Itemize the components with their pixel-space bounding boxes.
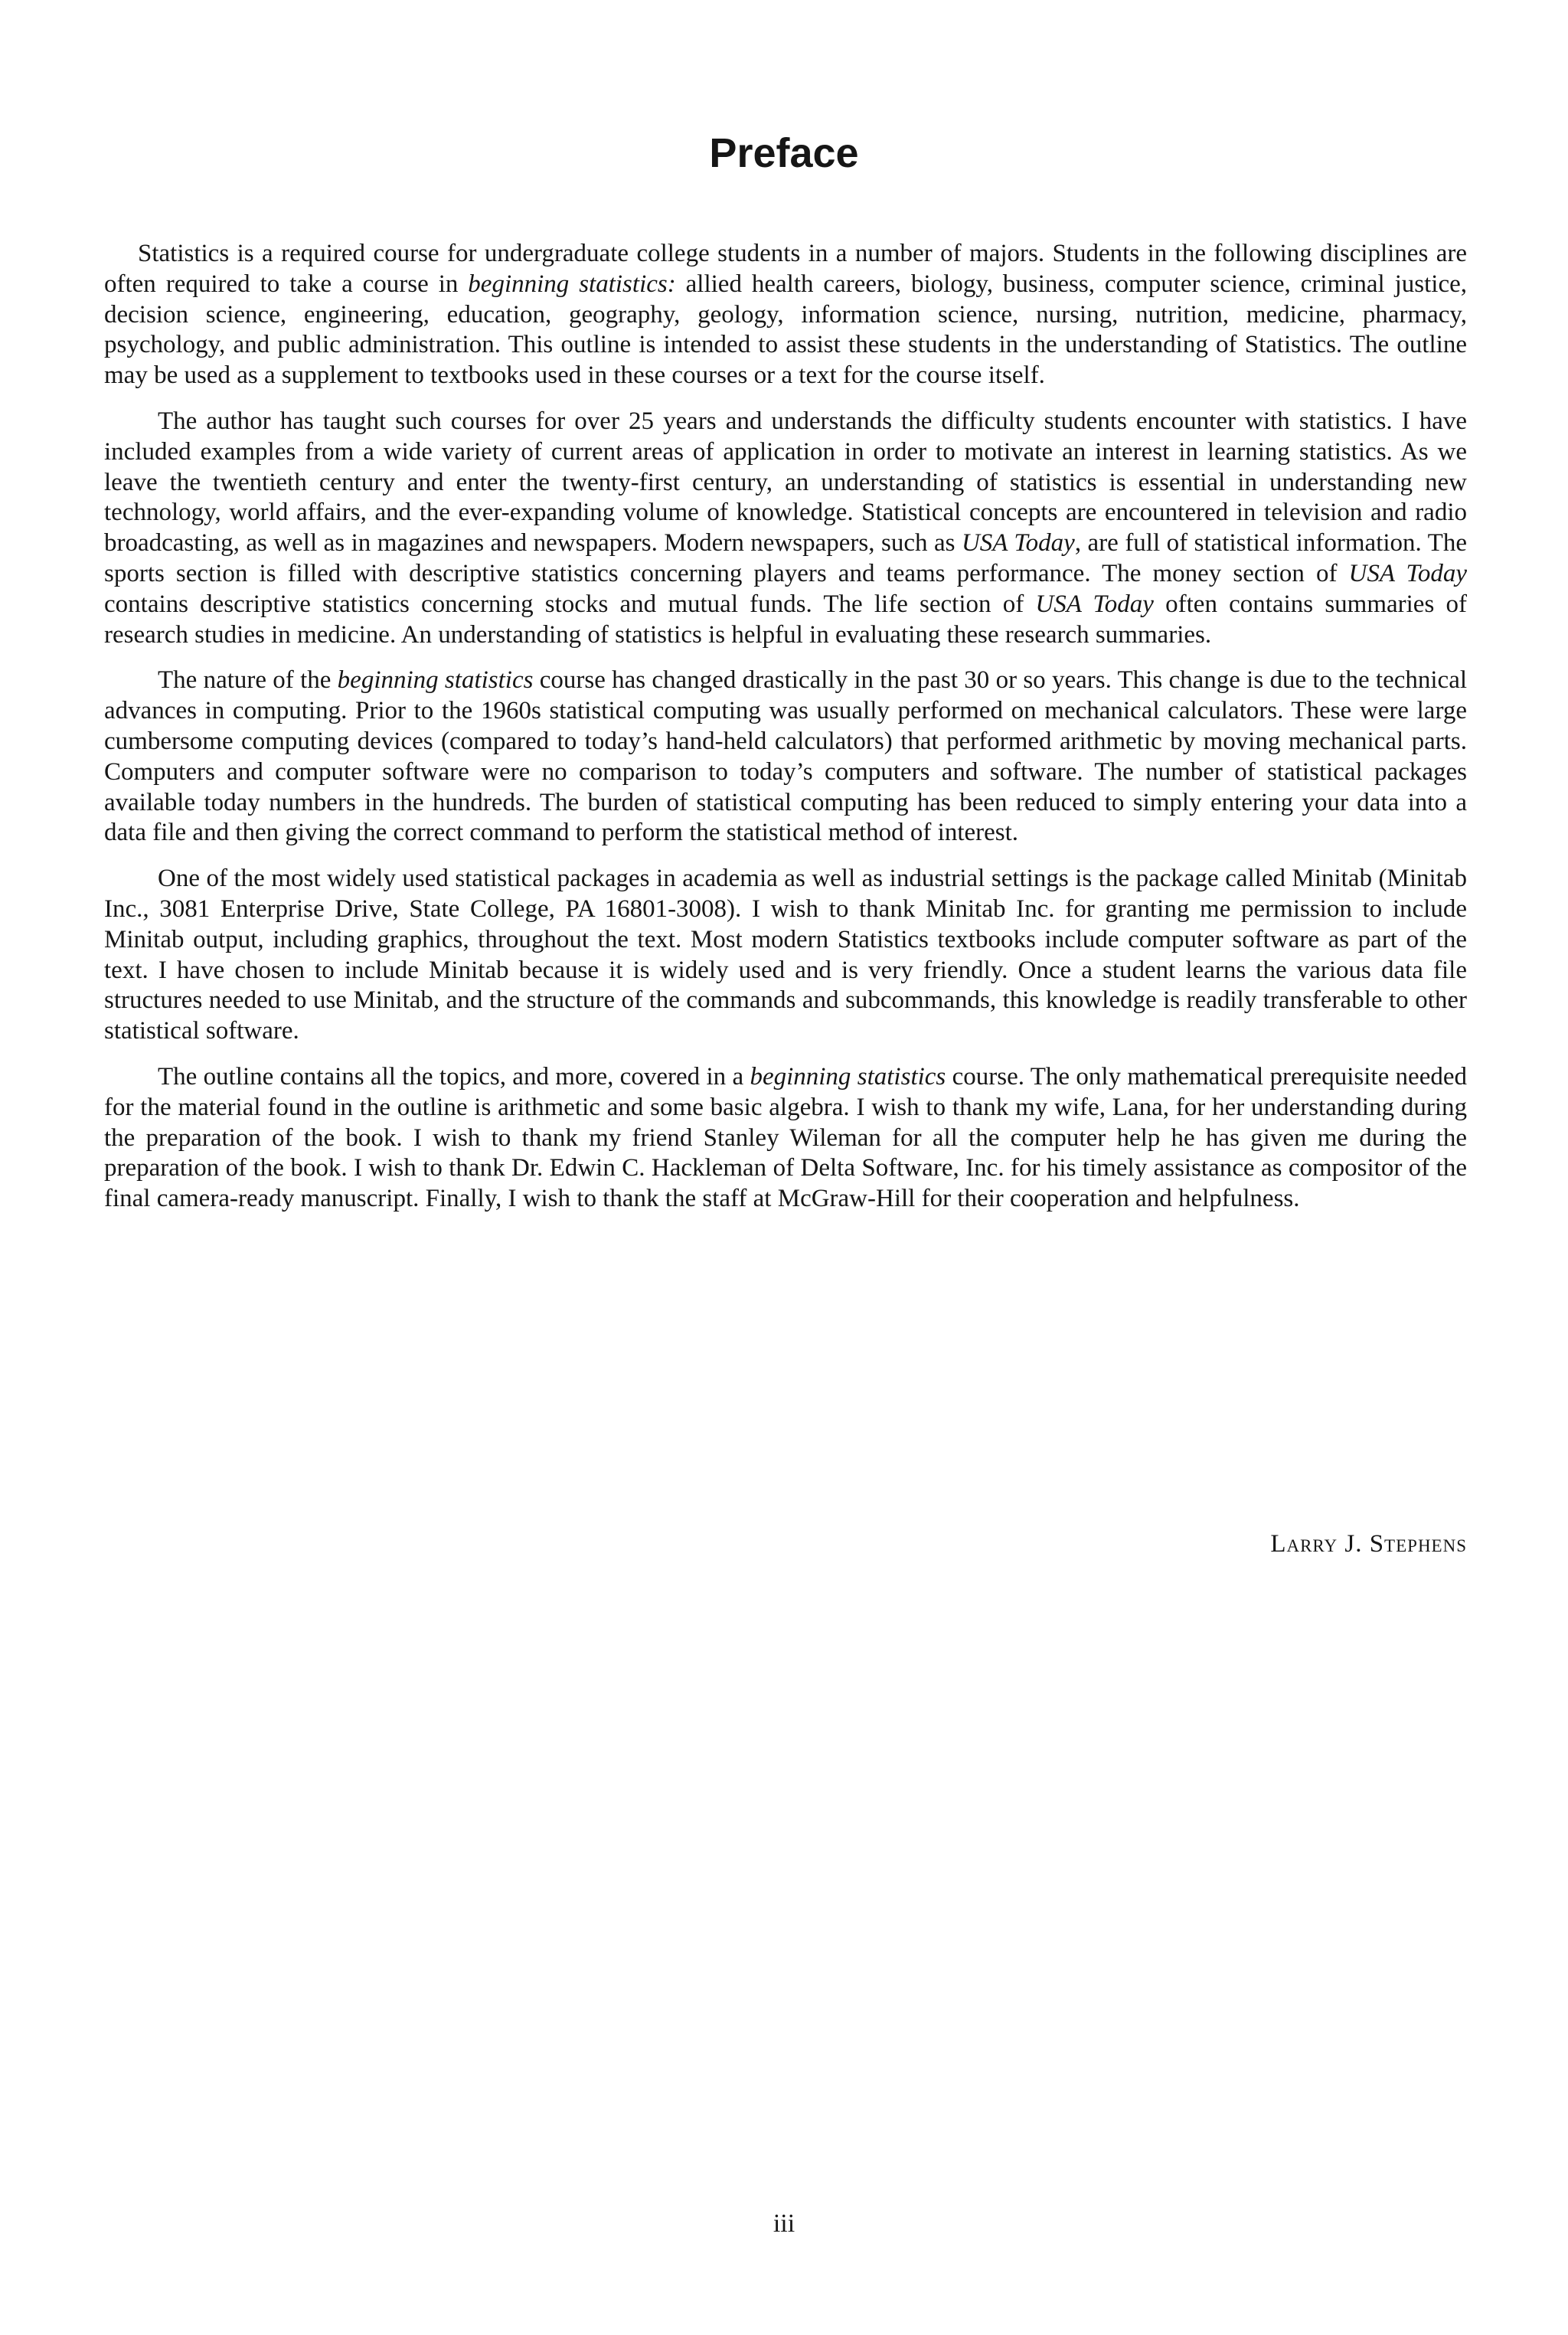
page-number: iii xyxy=(773,2209,795,2238)
paragraph-text: allied health careers, biology, business, computer science, criminal justice, decision science, engineering, education, geography, geology, information science, nursing, nutrition, medicine, pharmacy, psychology, and public administration. This outline is intended to assist these students in the understanding of Statistics. The outline may be used as a supplement to textbooks used in these courses or a text for the course itself. xyxy=(104,270,1467,390)
page-title: Preface xyxy=(709,130,859,176)
paragraph-text: One of the most widely used statistical packages in academia as well as industrial settings is the package called Minitab (Minitab Inc., 3081 Enterprise Drive, State College, PA 16801-3008). I wish to thank Minitab Inc. for granting me permission to include Minitab output, including graphics, throughout the text. Most modern Statistics textbooks include computer software as part of the text. I have chosen to include Minitab because it is widely used and is very friendly. Once a student learns the various data file structures needed to use Minitab, and the structure of the commands and subcommands, this knowledge is readily transferable to other statistical software. xyxy=(104,865,1467,1045)
italic-phrase: USA Today xyxy=(961,529,1075,558)
paragraph-text: The outline contains all the topics, and more, covered in a xyxy=(158,1062,750,1091)
paragraph-text: course. The only mathematical prerequisite needed for the material found in the outline is arithmetic and some basic algebra. I wish to thank my wife, Lana, for her understanding during the preparation of the book. I wish to thank my friend Stanley Wileman for all the computer help he has given me during the preparation of the book. I wish to thank Dr. Edwin C. Hackleman of Delta Software, Inc. for his timely assistance as compositor of the final camera-ready manuscript. Finally, I wish to thank the staff at McGraw-Hill for their cooperation and helpfulness. xyxy=(104,1062,1467,1213)
paragraph-text: contains descriptive statistics concerning stocks and mutual funds. The life section of xyxy=(104,590,1036,618)
italic-phrase: beginning statistics xyxy=(337,666,534,695)
paragraph-text: Statistics is a required course for undergraduate college students in a number of majors. Students in the following disciplines are often required to take a course in xyxy=(104,240,1467,298)
author-signature: Larry J. Stephens xyxy=(1270,1530,1467,1558)
preface-body xyxy=(104,239,1467,1230)
preface-paragraph xyxy=(104,407,1467,650)
italic-phrase: beginning statistics xyxy=(750,1062,946,1091)
paragraph-text: often contains summaries of research studies in medicine. An understanding of statistics is helpful in evaluating these research summaries. xyxy=(104,590,1467,649)
paragraph-text: course has changed drastically in the past 30 or so years. This change is due to the technical advances in computing. Prior to the 1960s statistical computing was usually performed on mechanical calculators. These were large cumbersome computing devices (compared to today’s hand-held calculators) that performed arithmetic by moving mechanical parts. Computers and computer software were no comparison to today’s computers and software. The number of statistical packages available today numbers in the hundreds. The burden of statistical computing has been reduced to simply entering your data into a data file and then giving the correct command to perform the statistical method of interest. xyxy=(104,666,1468,847)
paragraph-text: The nature of the xyxy=(158,666,338,695)
preface-paragraph xyxy=(104,1062,1467,1215)
preface-paragraph xyxy=(104,864,1467,1047)
preface-paragraph xyxy=(104,666,1467,849)
italic-phrase: USA Today xyxy=(1035,590,1154,618)
italic-phrase: USA Today xyxy=(1348,559,1467,587)
paragraph-text: The author has taught such courses for over 25 years and understands the difficulty students encounter with statistics. I have included examples from a wide variety of current areas of application in order to motivate an interest in learning statistics. As we leave the twentieth century and enter the twenty-first century, an understanding of statistics is essential in understanding new technology, world affairs, and the ever-expanding volume of knowledge. Statistical concepts are encountered in television and radio broadcasting, as well as in magazines and newspapers. Modern newspapers, such as xyxy=(104,407,1467,558)
preface-paragraph xyxy=(104,239,1467,391)
paragraph-text: , are full of statistical information. The sports section is filled with descriptive statistics concerning players and teams performance. The money section of xyxy=(104,529,1467,587)
italic-phrase: beginning statistics: xyxy=(468,270,676,298)
